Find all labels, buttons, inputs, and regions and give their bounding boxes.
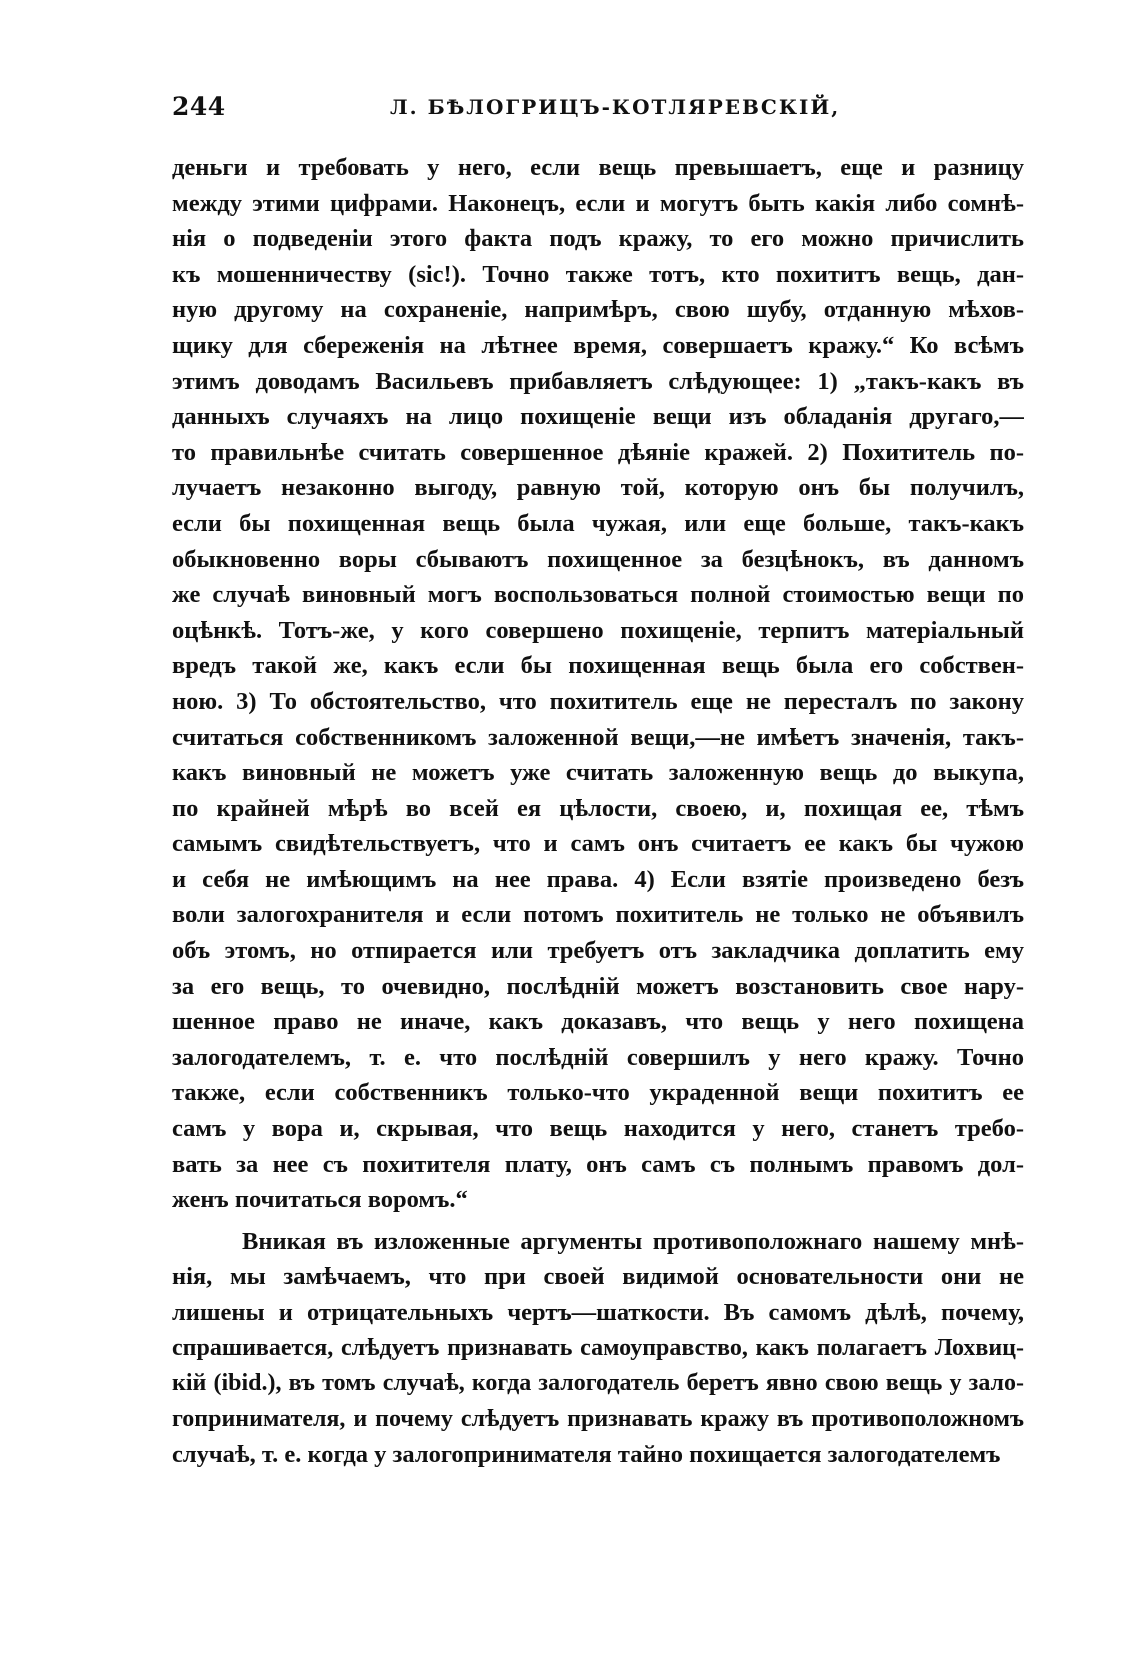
text-line: самъ у вора и, скрывая, что вещь находится у него, станетъ требо- (172, 1115, 1024, 1143)
paragraph (172, 150, 1024, 1218)
text-line: по крайней мѣрѣ во всей ея цѣлости, своею, и, похищая ее, тѣмъ (172, 794, 1024, 822)
text-line: то правильнѣе считать совершенное дѣяніе кражей. 2) Похититель по- (172, 438, 1024, 466)
text-line: данныхъ случаяхъ на лицо похищеніе вещи изъ обладанія другаго,— (172, 403, 1024, 431)
text-line: Вникая въ изложенные аргументы противоположнаго нашему мнѣ- (242, 1227, 1024, 1255)
text-line: воли залогохранителя и если потомъ похититель не только не объявилъ (172, 901, 1024, 929)
text-line: женъ почитаться воромъ.“ (172, 1186, 468, 1214)
text-line: если бы похищенная вещь была чужая, или еще больше, такъ-какъ (172, 509, 1024, 537)
paragraph (172, 1224, 1024, 1473)
page-number: 244 (172, 92, 226, 121)
text-line: шенное право не иначе, какъ доказавъ, что вещь у него похищена (172, 1008, 1024, 1036)
running-head: Л. БѢЛОГРИЦЪ-КОТЛЯРЕВСКІЙ, (390, 95, 841, 119)
text-line: ною. 3) То обстоятельство, что похититель еще не пересталъ по закону (172, 687, 1024, 715)
body-text (172, 150, 1024, 1473)
text-line: ную другому на сохраненіе, напримѣръ, свою шубу, отданную мѣхов- (172, 296, 1024, 324)
text-line: объ этомъ, но отпирается или требуетъ отъ закладчика доплатить ему (172, 937, 1024, 965)
text-line: гопринимателя, и почему слѣдуетъ признавать кражу въ противоположномъ (172, 1405, 1024, 1432)
page-header (172, 92, 1024, 132)
text-line: къ мошенничеству (sic!). Точно также тотъ, кто похититъ вещь, дан- (172, 260, 1024, 288)
text-line: и себя не имѣющимъ на нее права. 4) Если взятіе произведено безъ (172, 865, 1024, 893)
text-line: залогодателемъ, т. е. что послѣдній совершилъ у него кражу. Точно (172, 1043, 1024, 1071)
text-line: спрашивается, слѣдуетъ признавать самоуправство, какъ полагаетъ Лохвиц- (172, 1334, 1024, 1361)
text-line: вать за нее съ похитителя плату, онъ самъ съ полнымъ правомъ дол- (172, 1150, 1024, 1178)
text-line: между этими цифрами. Наконецъ, если и могутъ быть какія либо сомнѣ- (172, 189, 1024, 217)
text-line: за его вещь, то очевидно, послѣдній можетъ возстановить свое нару- (172, 972, 1024, 1000)
text-line: считаться собственникомъ заложенной вещи,—не имѣетъ значенія, такъ- (172, 723, 1024, 751)
text-line: также, если собственникъ только-что украденной вещи похититъ ее (172, 1079, 1024, 1107)
text-line: случаѣ, т. е. когда у залогопринимателя тайно похищается залогодателемъ (172, 1441, 1001, 1469)
text-line: нія, мы замѣчаемъ, что при своей видимой основательности они не (172, 1263, 1024, 1291)
text-line: щику для сбереженія на лѣтнее время, совершаетъ кражу.“ Ко всѣмъ (172, 331, 1024, 359)
text-line: кій (ibid.), въ томъ случаѣ, когда залогодатель беретъ явно свою вещь у зало- (172, 1370, 1024, 1397)
text-line: вредъ такой же, какъ если бы похищенная вещь была его собствен- (172, 652, 1024, 680)
text-line: нія о подведеніи этого факта подъ кражу, то его можно причислить (172, 225, 1024, 253)
text-line: оцѣнкѣ. Тотъ-же, у кого совершено похищеніе, терпитъ матеріальный (172, 616, 1024, 644)
text-line: обыкновенно воры сбываютъ похищенное за безцѣнокъ, въ данномъ (172, 545, 1024, 573)
text-line: лучаетъ незаконно выгоду, равную той, которую онъ бы получилъ, (172, 474, 1024, 502)
text-line: лишены и отрицательныхъ чертъ—шаткости. Въ самомъ дѣлѣ, почему, (172, 1299, 1024, 1326)
text-line: же случаѣ виновный могъ воспользоваться полной стоимостью вещи по (172, 581, 1024, 609)
text-line: самымъ свидѣтельствуетъ, что и самъ онъ считаетъ ее какъ бы чужою (172, 830, 1024, 858)
text-line: деньги и требовать у него, если вещь превышаетъ, еще и разницу (172, 154, 1024, 181)
text-line: какъ виновный не можетъ уже считать заложенную вещь до выкупа, (172, 759, 1024, 787)
text-line: этимъ доводамъ Васильевъ прибавляетъ слѣдующее: 1) „такъ-какъ въ (172, 367, 1024, 395)
